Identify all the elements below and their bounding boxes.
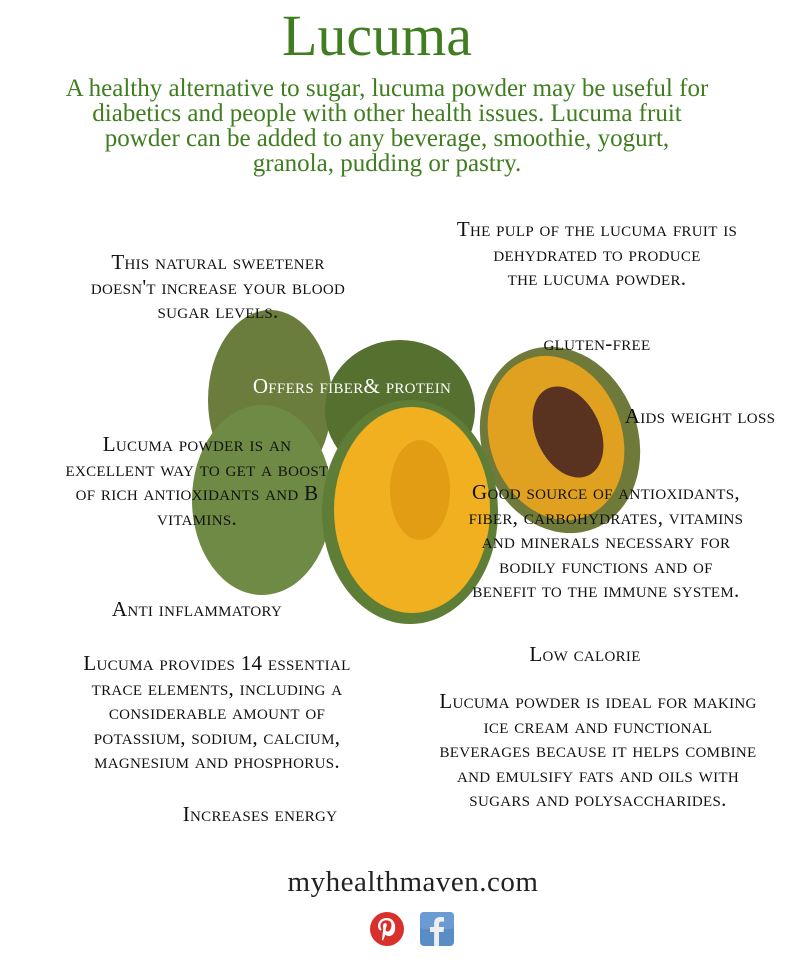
page-title: Lucuma	[281, 3, 473, 68]
fact-line: This natural sweetener	[111, 250, 325, 274]
fact-line: beverages because it helps combine	[439, 738, 757, 762]
fact-line: Anti inflammatory	[111, 597, 283, 621]
fact-line: sugars and polysaccharides.	[469, 787, 727, 811]
fact-line: Offers fiber& protein	[252, 374, 452, 398]
fact-sweetener	[91, 250, 345, 324]
fact-antioxidant-boost	[66, 432, 329, 530]
fact-line: the lucuma powder.	[507, 266, 687, 290]
fact-line: Lucuma powder is an	[102, 432, 292, 456]
facebook-icon[interactable]	[420, 912, 454, 946]
fact-line: fiber, carbohydrates, vitamins	[468, 504, 744, 529]
fact-line: doesn't increase your blood	[90, 274, 346, 299]
fact-line: potassium, sodium, calcium,	[93, 724, 341, 749]
fact-line: The pulp of the lucuma fruit is	[456, 217, 738, 241]
fact-line: bodily functions and of	[499, 553, 713, 578]
intro-line: powder can be added to any beverage, smoothie, yogurt,	[104, 125, 670, 152]
fact-line: Aids weight loss	[624, 404, 776, 428]
fact-anti-inflammatory	[112, 597, 282, 622]
site-link[interactable]: myhealthmaven.com	[287, 866, 539, 898]
fact-line: considerable amount of	[108, 700, 326, 724]
fact-pulp	[457, 217, 737, 291]
fact-fiber-protein	[253, 374, 451, 399]
fact-line: Lucuma powder is ideal for making	[439, 689, 757, 713]
fact-line: Low calorie	[529, 642, 641, 666]
fact-ice-cream	[439, 689, 756, 812]
fact-line: of rich antioxidants and B	[75, 481, 319, 505]
fact-line: and emulsify fats and oils with	[457, 762, 739, 787]
fact-line: magnesium and phosphorus.	[94, 749, 340, 773]
pinterest-icon[interactable]	[370, 912, 404, 946]
intro-line: A healthy alternative to sugar, lucuma powder may be useful for	[65, 75, 709, 102]
fact-line: Lucuma provides 14 essential	[83, 651, 351, 675]
fact-line: ice cream and functional	[483, 713, 713, 738]
fact-line: dehydrated to produce	[493, 241, 701, 266]
intro-line: diabetics and people with other health issues. Lucuma fruit	[92, 100, 682, 127]
fact-good-source	[469, 480, 744, 603]
fact-line: sugar levels.	[157, 299, 279, 323]
fact-line: gluten-free	[543, 331, 651, 355]
fact-weight-loss	[625, 404, 775, 429]
intro-paragraph	[66, 76, 709, 176]
fact-line: vitamins.	[156, 505, 238, 530]
fact-increases-energy	[183, 802, 338, 827]
intro-line: granola, pudding or pastry.	[252, 150, 522, 177]
fact-low-calorie	[529, 642, 640, 667]
fact-line: and minerals necessary for	[481, 529, 731, 553]
fact-line: excellent way to get a boost	[65, 456, 329, 481]
fact-line: trace elements, including a	[91, 675, 343, 700]
fact-line: Increases energy	[182, 802, 338, 826]
fact-line: Good source of antioxidants,	[472, 480, 740, 504]
fact-trace-elements	[83, 651, 350, 774]
fact-line: benefit to the immune system.	[472, 578, 740, 602]
fact-gluten-free	[544, 331, 651, 356]
